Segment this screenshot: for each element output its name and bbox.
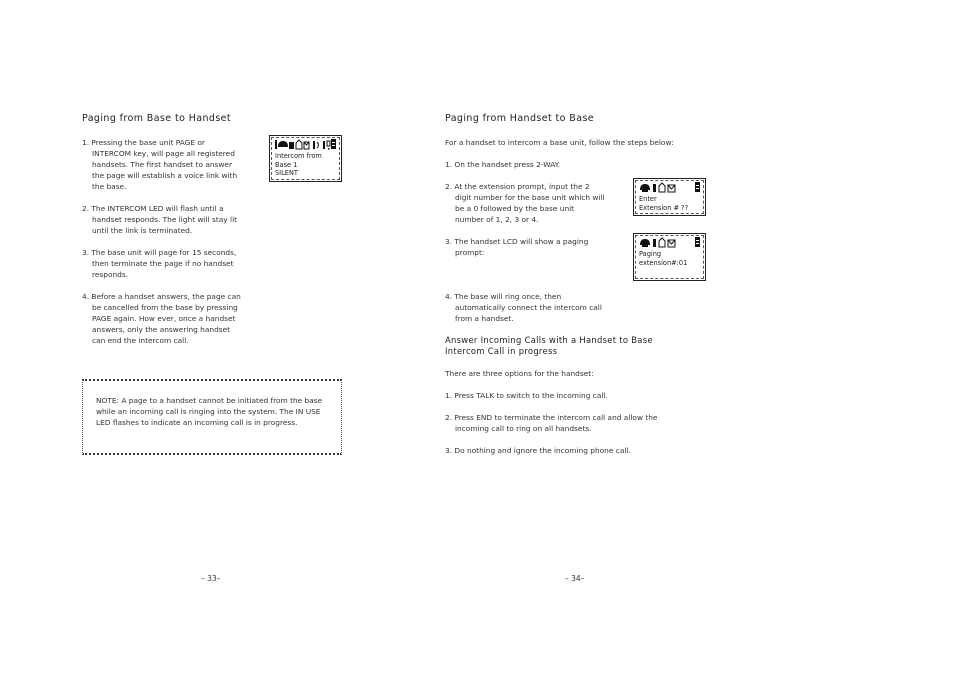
list-item: 1. On the handset press 2-WAY. <box>445 160 560 169</box>
battery-icon <box>695 237 700 247</box>
list-item: 4. The base will ring once, then automatically connect the intercom call from a handset. <box>445 292 602 323</box>
right-step-1 <box>445 159 705 170</box>
lcd-line: Enter <box>639 195 657 203</box>
list-item: 3. Do nothing and ignore the incoming phone call. <box>445 446 631 455</box>
lcd-line: Paging <box>639 250 662 258</box>
battery-icon <box>331 139 336 149</box>
list-item: 2. At the extension prompt, input the 2 digit number for the base unit which will be a 0 followed by the base unit number of 1, 2, 3 or 4. <box>445 182 605 224</box>
options-intro: There are three options for the handset: <box>445 369 594 378</box>
right-intro: For a handset to intercom a base unit, follow the steps below: <box>445 138 674 147</box>
page-number-left: – 33– <box>201 574 221 583</box>
phone-envelope-handset-icon <box>275 139 335 150</box>
lcd-icon-row <box>275 139 335 151</box>
list-item: 3. The base unit will page for 15 seconds, then terminate the page if no handset responds. <box>82 248 237 279</box>
subheading-line-1: Answer Incoming Calls with a Handset to Base <box>445 335 653 345</box>
right-step-3 <box>445 236 605 258</box>
right-page-heading: Paging from Handset to Base <box>445 113 595 124</box>
lcd-line: Intercom from <box>275 152 322 160</box>
right-step-4 <box>445 291 605 324</box>
left-page-heading: Paging from Base to Handset <box>82 113 232 124</box>
battery-icon <box>695 182 700 192</box>
lcd-line: Extension # ?? <box>639 203 689 212</box>
list-item: 1. Press TALK to switch to the incoming call. <box>445 391 608 400</box>
lcd-icon-row <box>639 237 681 249</box>
right-step-2 <box>445 181 605 225</box>
lcd-icon-row <box>639 182 681 194</box>
subheading-line-2: Intercom Call in progress <box>445 346 558 356</box>
list-item: 1. Pressing the base unit PAGE or INTERCOM key, will page all registered handsets. The first handset to answer the page will establish a voice link with the base. <box>82 138 238 191</box>
phone-envelope-icon <box>639 182 681 193</box>
list-item: 3. The handset LCD will show a paging prompt: <box>445 237 589 257</box>
lcd-display-paging <box>633 233 706 281</box>
list-item: 2. The INTERCOM LED will flash until a handset responds. The light will stay lit until the link is terminated. <box>82 204 238 235</box>
note-box <box>82 379 342 455</box>
left-steps <box>82 137 242 346</box>
lcd-display-enter-extension <box>633 178 706 216</box>
options-list <box>445 390 685 456</box>
lcd-line: Base 1 <box>275 160 298 169</box>
lcd-display-intercom <box>269 135 342 182</box>
phone-envelope-icon <box>639 237 681 248</box>
list-item: 4. Before a handset answers, the page can be cancelled from the base by pressing PAGE again. How ever, once a handset answers, only the answering handset can end the intercom call. <box>82 292 241 345</box>
page-number-right: – 34– <box>565 574 585 583</box>
lcd-line: SILENT <box>275 169 298 178</box>
list-item: 2. Press END to terminate the intercom call and allow the incoming call to ring on all handsets. <box>445 413 658 433</box>
lcd-line: extension#:01 <box>639 258 688 267</box>
note-text: NOTE: A page to a handset cannot be initiated from the base while an incoming call is ringing into the system. The IN USE LED flashes to indicate an incoming call is in progress. <box>96 396 323 427</box>
